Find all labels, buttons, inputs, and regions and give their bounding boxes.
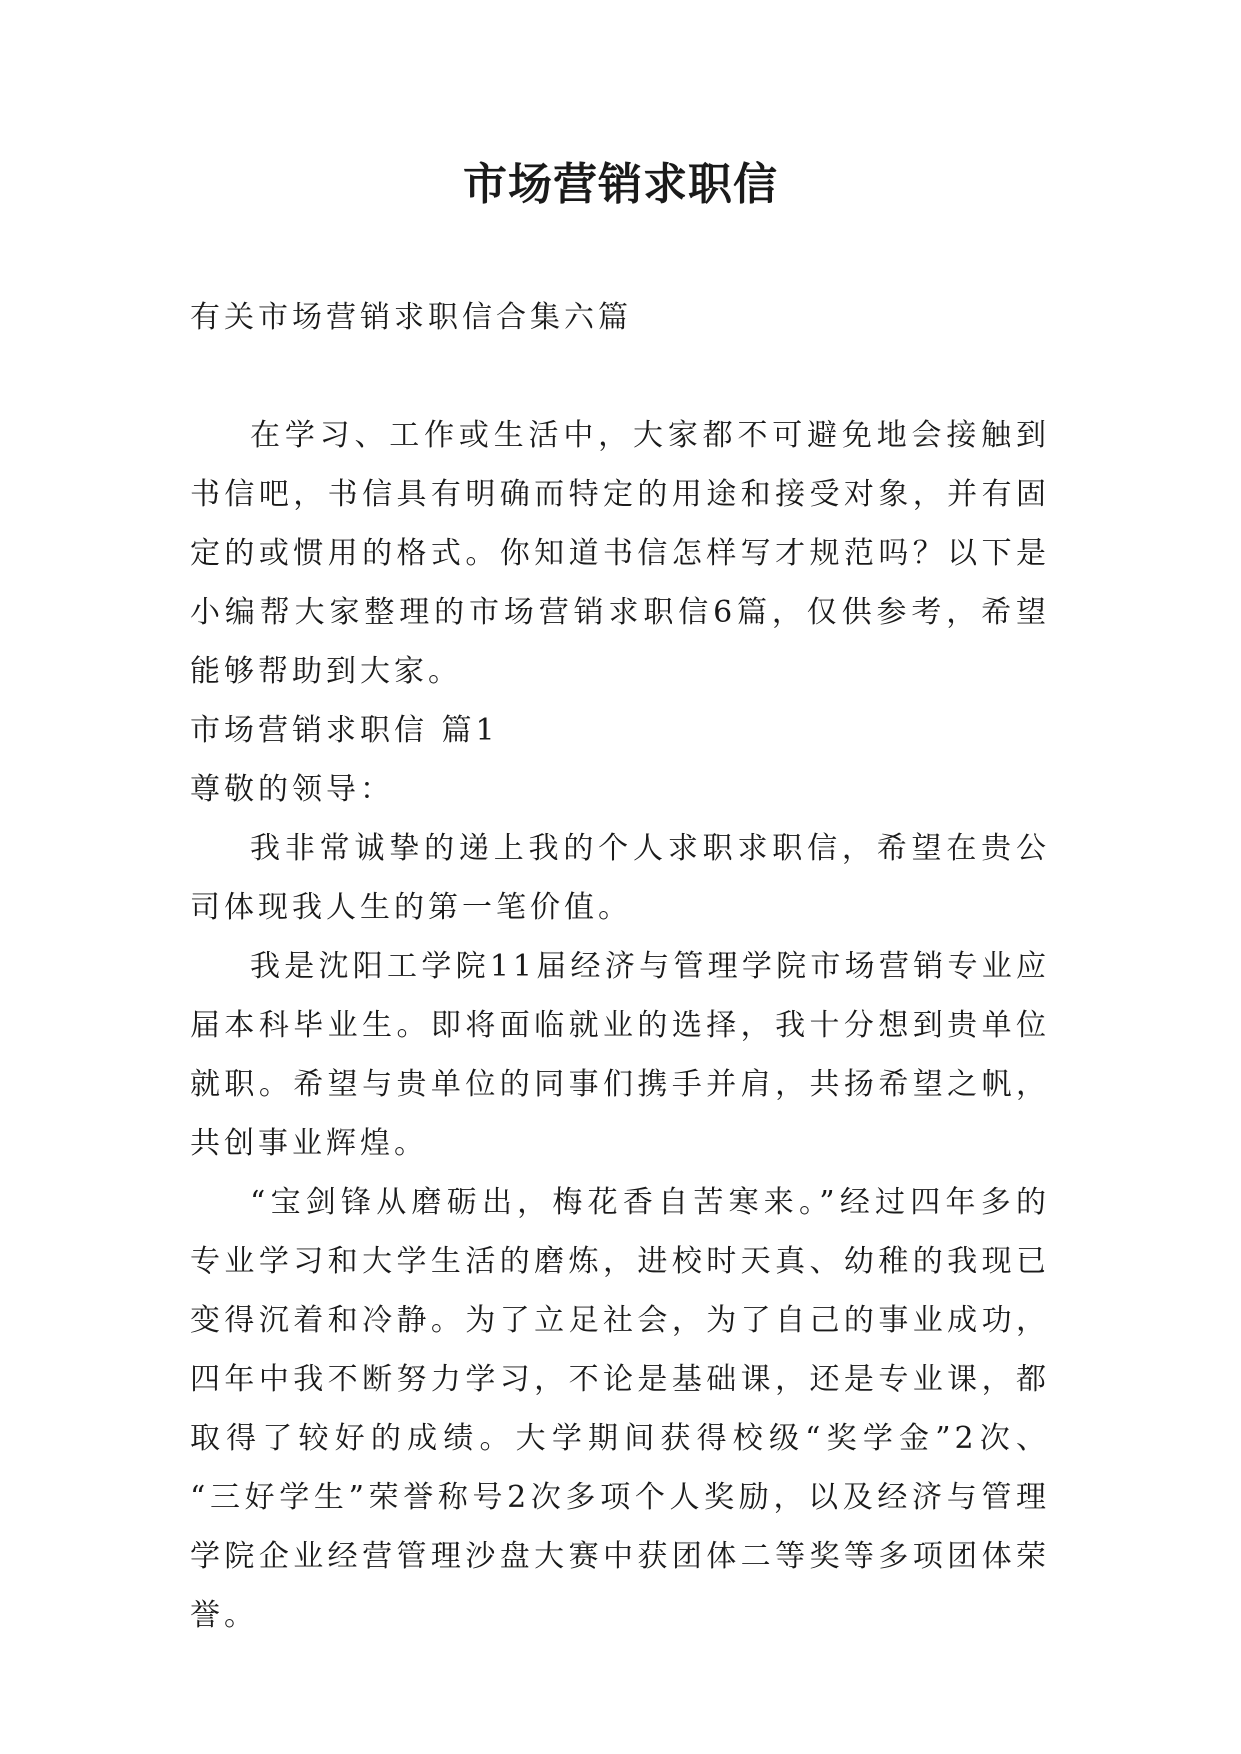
page-title: 市场营销求职信: [463, 159, 778, 210]
salutation: 尊敬的领导：: [190, 772, 394, 807]
intro-paragraph: 在学习、工作或生活中，大家都不可避免地会接触到书信吧，书信具有明确而特定的用途和接受对象，并有固定的或惯用的格式。你知道书信怎样写才规范吗？以下是小编帮大家整理的市场营销求职信6篇，仅供参考，希望能够帮助到大家。: [190, 418, 1050, 689]
body-paragraph: 我是沈阳工学院11届经济与管理学院市场营销专业应届本科毕业生。即将面临就业的选择，我十分想到贵单位就职。希望与贵单位的同事们携手并肩，共扬希望之帆，共创事业辉煌。: [190, 949, 1050, 1161]
document-subtitle: 有关市场营销求职信合集六篇: [190, 300, 632, 335]
body-paragraph: 我非常诚挚的递上我的个人求职求职信，希望在贵公司体现我人生的第一笔价值。: [190, 831, 1050, 925]
section-heading: 市场营销求职信 篇1: [190, 713, 499, 748]
document-body: [190, 288, 1050, 1645]
body-paragraph: “宝剑锋从磨砺出，梅花香自苦寒来。”经过四年多的专业学习和大学生活的磨炼，进校时天真、幼稚的我现已变得沉着和冷静。为了立足社会，为了自己的事业成功，四年中我不断努力学习，不论是基础课，还是专业课，都取得了较好的成绩。大学期间获得校级“奖学金”2次、 “三好学生”荣誉称号2次多项个人奖励，以及经济与管理学院企业经营管理沙盘大赛中获团体二等奖等多项团体荣誉。: [190, 1185, 1050, 1633]
